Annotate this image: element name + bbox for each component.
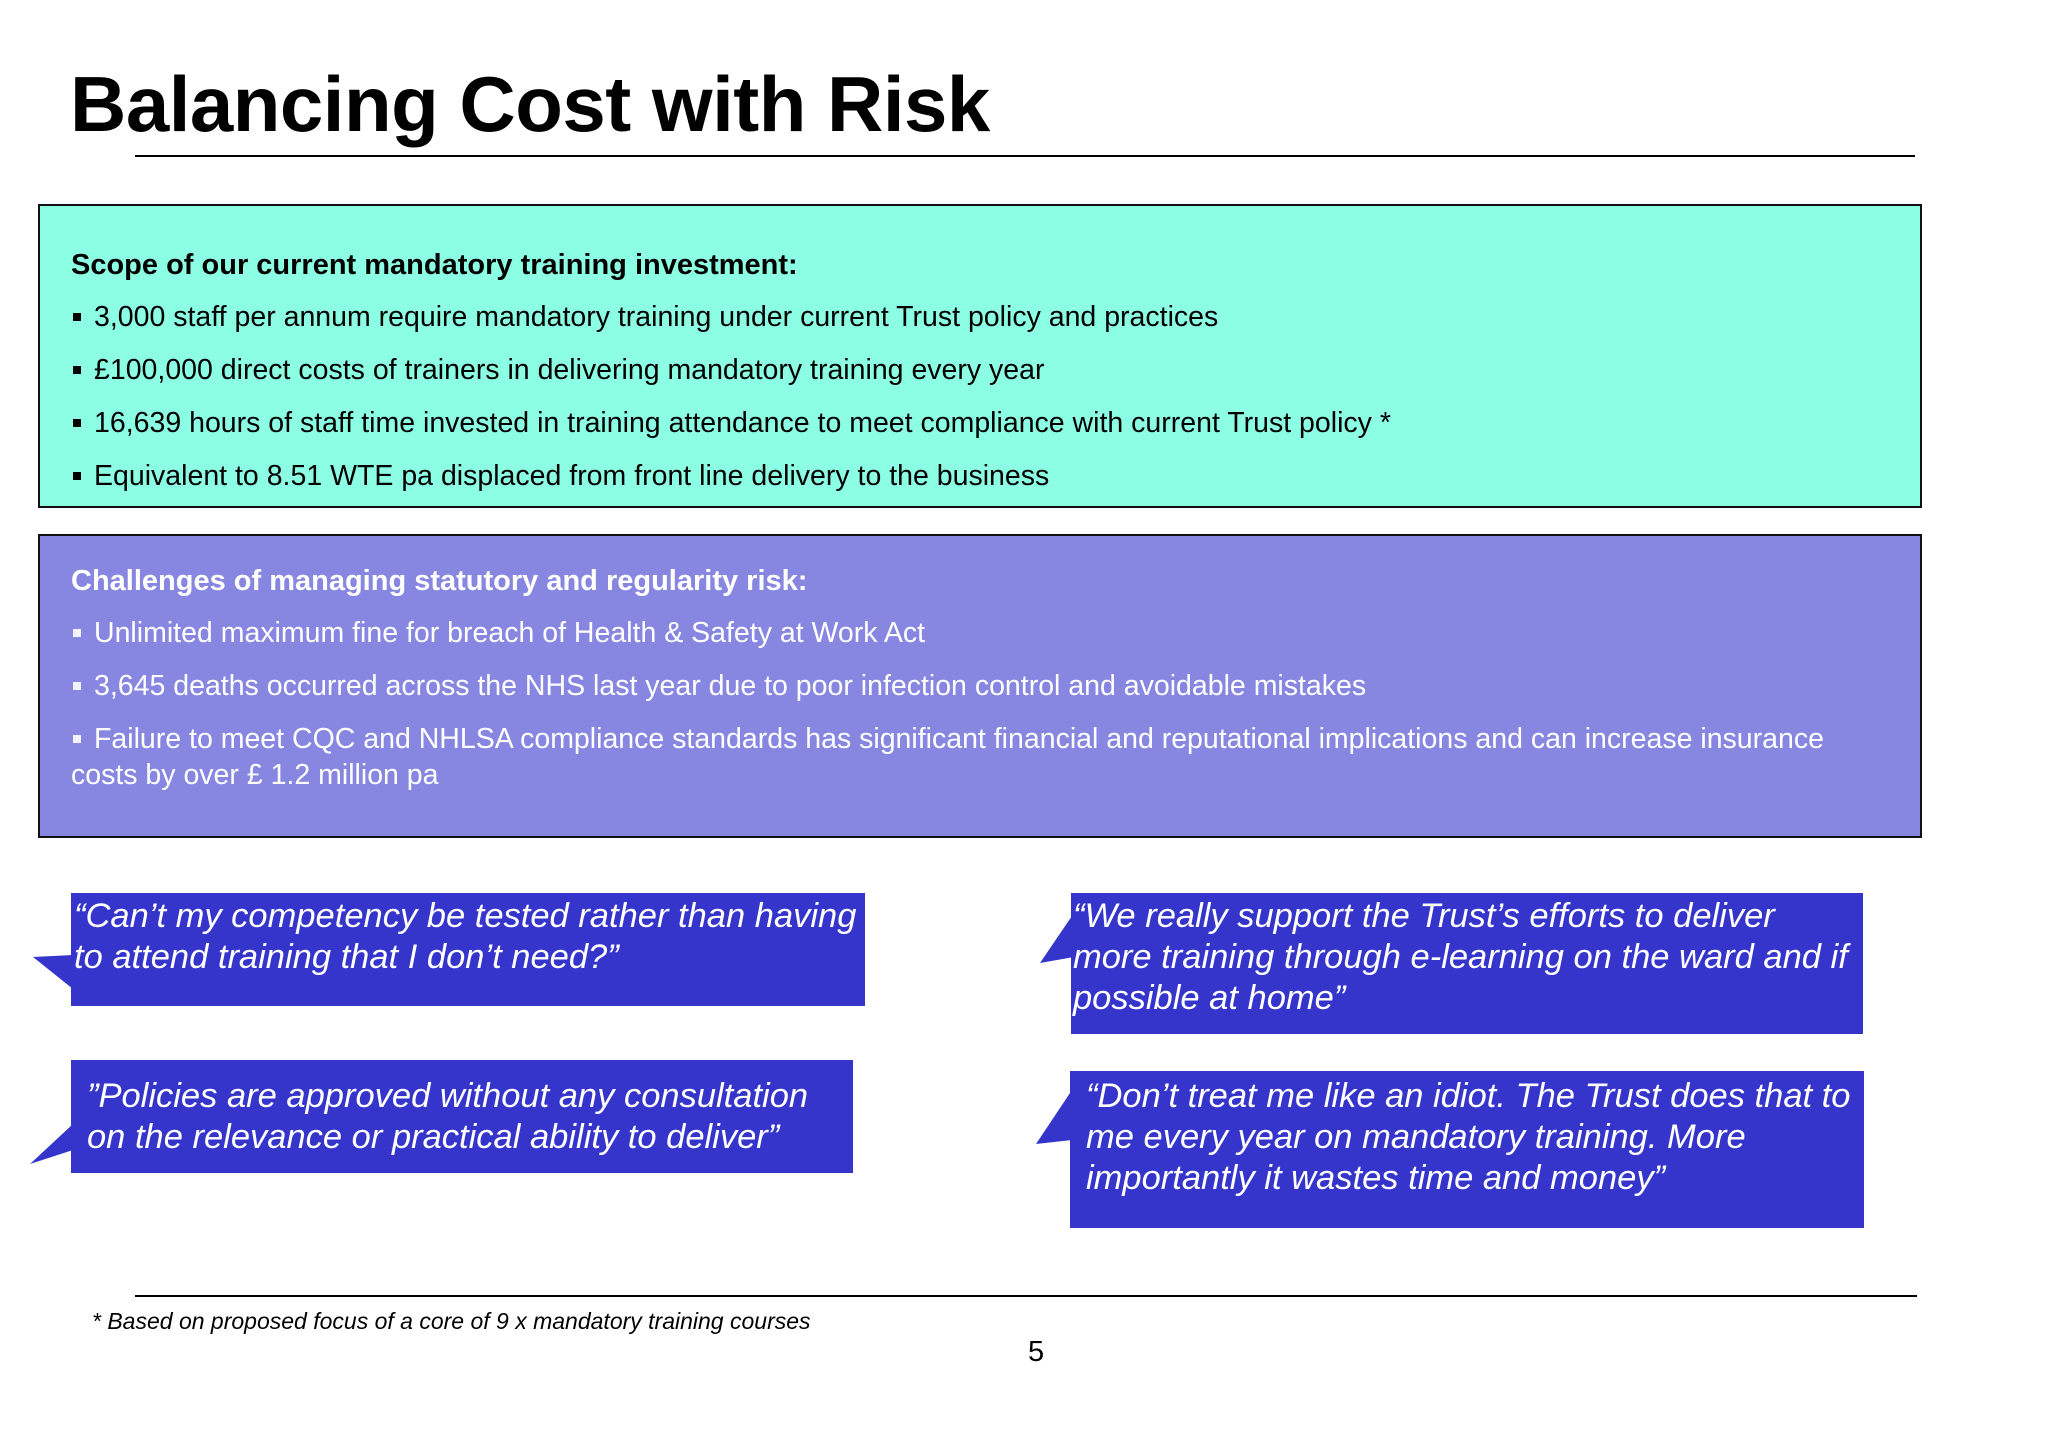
scope-bullet-item (71, 352, 1889, 388)
title-underline (135, 155, 1915, 157)
risk-bullet-text: Unlimited maximum fine for breach of Health & Safety at Work Act (94, 617, 926, 649)
speech-tail-icon (1040, 913, 1074, 963)
square-bullet-icon (73, 313, 81, 321)
quote-bubble-idiot: “Don’t treat me like an idiot. The Trust does that to me every year on mandatory training. More importantly it wastes time and money” (1070, 1071, 1864, 1228)
risk-bullet-text: 3,645 deaths occurred across the NHS last year due to poor infection control and avoidable mistakes (94, 670, 1367, 702)
footer-rule (135, 1295, 1917, 1297)
risk-panel-heading: Challenges of managing statutory and regularity risk: (71, 565, 808, 597)
footnote: * Based on proposed focus of a core of 9 x mandatory training courses (92, 1308, 811, 1334)
quote-bubble-elearning: “We really support the Trust’s efforts to deliver more training through e-learning on the ward and if possible at home” (1071, 893, 1863, 1034)
slide-title: Balancing Cost with Risk (70, 60, 990, 148)
quote-bubble-policies: ”Policies are approved without any consultation on the relevance or practical ability to deliver” (71, 1060, 853, 1173)
risk-bullet-item (71, 668, 1889, 704)
speech-tail-icon (1036, 1090, 1072, 1144)
square-bullet-icon (73, 419, 81, 427)
square-bullet-icon (73, 682, 81, 690)
scope-panel (38, 204, 1922, 508)
scope-bullet-item (71, 458, 1889, 494)
square-bullet-icon (73, 472, 81, 480)
square-bullet-icon (73, 629, 81, 637)
scope-bullet-list (71, 299, 1889, 494)
risk-bullet-list (71, 615, 1889, 793)
scope-bullet-text: £100,000 direct costs of trainers in delivering mandatory training every year (94, 354, 1045, 386)
scope-panel-heading: Scope of our current mandatory training investment: (71, 249, 798, 281)
scope-bullet-item (71, 299, 1889, 335)
speech-tail-icon (30, 1124, 73, 1164)
risk-bullet-text: Failure to meet CQC and NHLSA compliance standards has significant financial and reputational implications and can increase insurance costs by over £ 1.2 million pa (71, 723, 1824, 791)
page-number: 5 (1028, 1336, 1045, 1368)
scope-bullet-text: 16,639 hours of staff time invested in training attendance to meet compliance with current Trust policy * (94, 407, 1391, 439)
scope-bullet-item (71, 405, 1889, 441)
scope-bullet-text: Equivalent to 8.51 WTE pa displaced from front line delivery to the business (94, 460, 1050, 492)
risk-panel (38, 534, 1922, 838)
speech-tail-icon (33, 955, 73, 991)
risk-bullet-item (71, 721, 1889, 793)
square-bullet-icon (73, 366, 81, 374)
quote-bubble-competency: “Can’t my competency be tested rather than having to attend training that I don’t need?” (71, 893, 865, 1006)
scope-bullet-text: 3,000 staff per annum require mandatory training under current Trust policy and practices (94, 301, 1219, 333)
square-bullet-icon (73, 735, 81, 743)
risk-bullet-item (71, 615, 1889, 651)
